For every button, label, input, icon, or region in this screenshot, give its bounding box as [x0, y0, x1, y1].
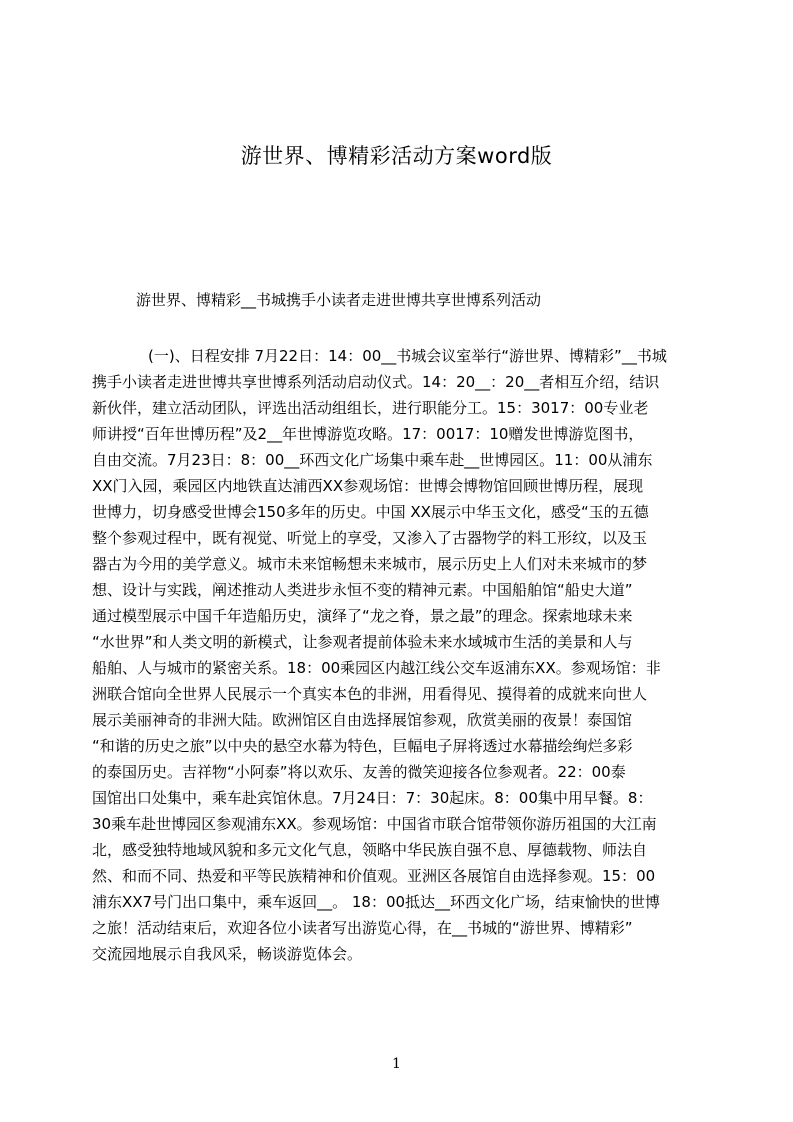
paragraph-line: 展示美丽神奇的非洲大陆。欧洲馆区自由选择展馆参观，欣赏美丽的夜景！泰国馆	[92, 711, 633, 729]
document-title: 游世界、博精彩活动方案word版	[240, 144, 553, 168]
page-number: 1	[392, 1056, 401, 1072]
paragraph-line: 师讲授“百年世博历程”及2__年世博游览攻略。17：0017：10赠发世博游览图书，	[92, 425, 644, 443]
paragraph-line: “和谐的历史之旅”以中央的悬空水幕为特色，巨幅电子屏将透过水幕描绘绚烂多彩	[92, 737, 633, 755]
paragraph-line: 北，感受独特地域风貌和多元文化气息，领略中华民族自强不息、厚德载物、师法自	[92, 841, 648, 859]
paragraph-line: 洲联合馆向全世界人民展示一个真实本色的非洲，用看得见、摸得着的成就来向世人	[92, 685, 648, 703]
document-subtitle: 游世界、博精彩__书城携手小读者走进世博共享世博系列活动	[136, 291, 542, 309]
paragraph-line: 自由交流。7月23日：8：00__环西文化广场集中乘车赴__世博园区。11：00从浦东	[92, 451, 653, 469]
paragraph-line: 之旅！活动结束后，欢迎各位小读者写出游览心得，在__书城的“游世界、博精彩”	[92, 919, 633, 937]
paragraph-line: (一)、日程安排 7月22日：14：00__书城会议室举行“游世界、博精彩”__书城	[148, 347, 667, 365]
paragraph-line: 国馆出口处集中，乘车赴宾馆休息。7月24日：7：30起床。8：00集中用早餐。8：	[92, 789, 653, 807]
paragraph-line: 想、设计与实践，阐述推动人类进步永恒不变的精神元素。中国船舶馆“船史大道”	[92, 581, 633, 599]
paragraph-line: 携手小读者走进世博共享世博系列活动启动仪式。14：20__：20__者相互介绍，结识	[92, 373, 660, 391]
paragraph-line: “水世界”和人类文明的新模式，让参观者提前体验未来水域城市生活的美景和人与	[92, 633, 633, 651]
paragraph-line: 然、和而不同、热爱和平等民族精神和价值观。亚洲区各展馆自由选择参观。15：00	[92, 867, 656, 885]
paragraph-line: 通过模型展示中国千年造船历史，演绎了“龙之脊，景之最”的理念。探索地球未来	[92, 607, 633, 625]
paragraph-line: 的泰国历史。吉祥物“小阿泰”将以欢乐、友善的微笑迎接各位参观者。22：00泰	[92, 763, 626, 781]
paragraph-line: 船舶、人与城市的紧密关系。18：00乘园区内越江线公交车返浦东XX。参观场馆：非	[92, 659, 661, 677]
paragraph-line: 浦东XX7号门出口集中，乘车返回__。 18：00抵达__环西文化广场，结束愉快的世博	[92, 893, 661, 911]
paragraph-line: 新伙伴，建立活动团队，评选出活动组组长，进行职能分工。15：3017：00专业老	[92, 399, 649, 417]
paragraph-line: 器古为今用的美学意义。城市未来馆畅想未来城市，展示历史上人们对未来城市的梦	[92, 555, 648, 573]
paragraph-line: 30乘车赴世博园区参观浦东XX。参观场馆：中国省市联合馆带领你游历祖国的大江南	[92, 815, 657, 833]
paragraph-line: 整个参观过程中，既有视觉、听觉上的享受，又渗入了古器物学的料工形纹，以及玉	[92, 529, 648, 547]
paragraph-line: 世博力，切身感受世博会150多年的历史。中国 XX展示中华玉文化，感受“玉的五德	[92, 503, 649, 521]
paragraph-line: XX门入园，乘园区内地铁直达浦西XX参观场馆：世博会博物馆回顾世博历程，展现	[92, 477, 644, 495]
paragraph-line: 交流园地展示自我风采，畅谈游览体会。	[92, 945, 363, 963]
